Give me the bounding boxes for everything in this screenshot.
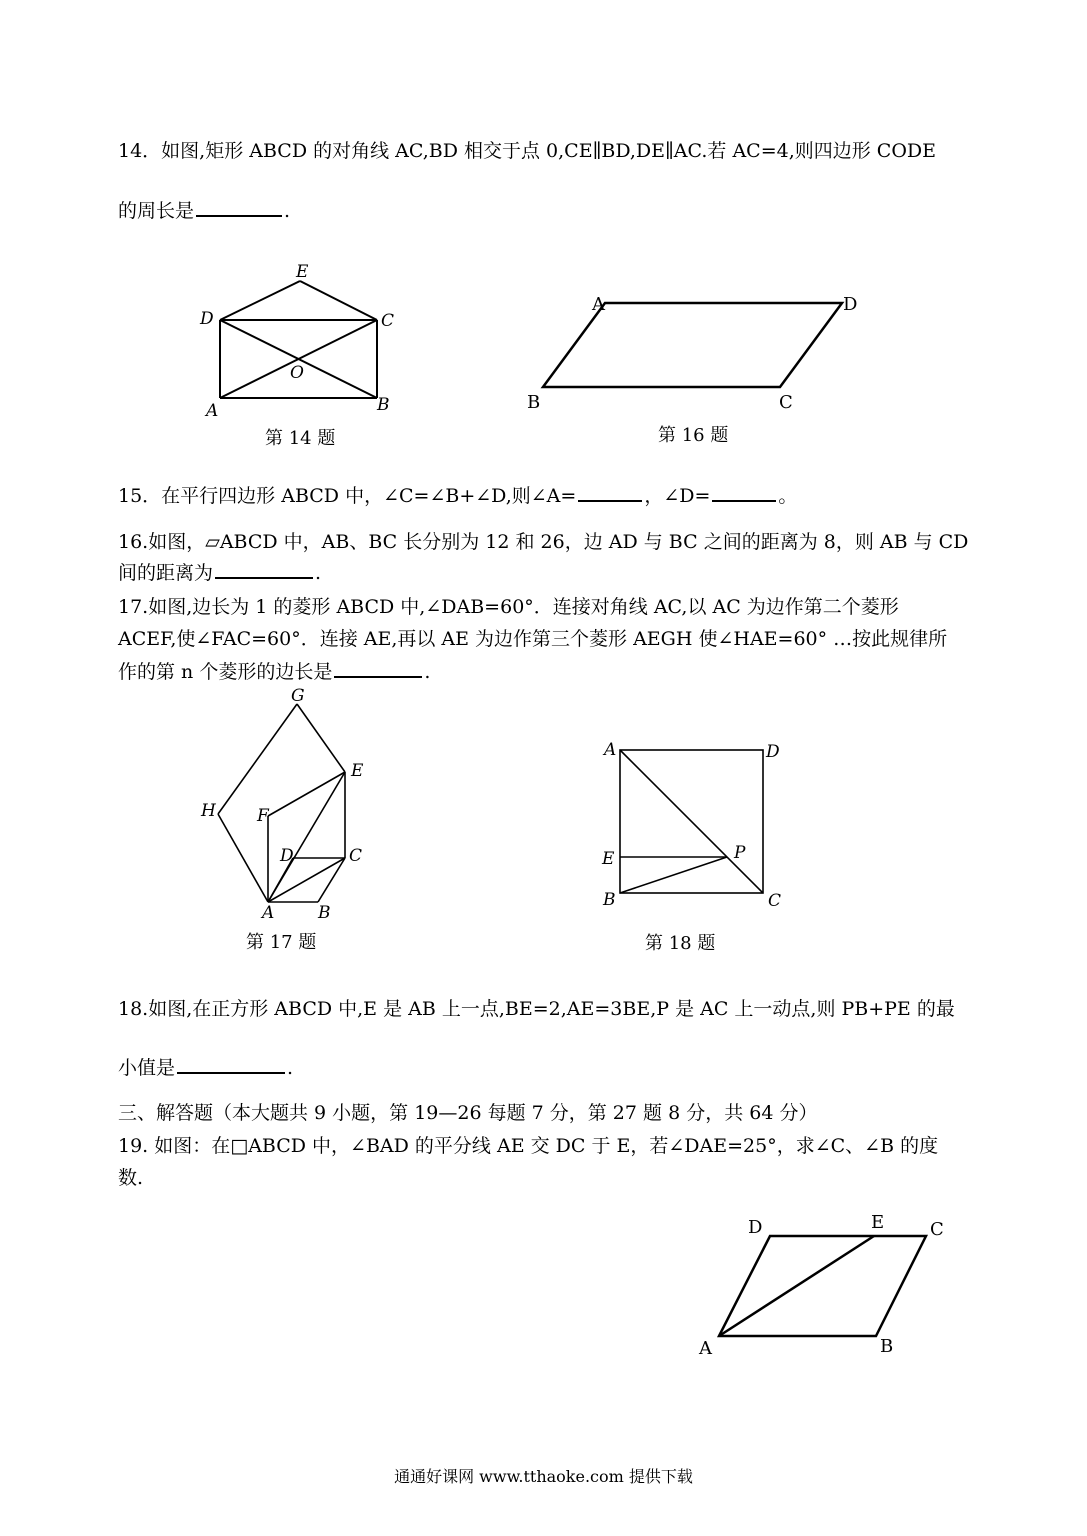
fig19-label-e: E bbox=[871, 1212, 885, 1233]
q16-line2-text: 间的距离为 bbox=[118, 562, 214, 584]
q17-end: . bbox=[424, 661, 431, 683]
fig16-label-d: D bbox=[843, 294, 858, 315]
fig17-label-d: D bbox=[280, 846, 294, 866]
fig19-label-b: B bbox=[880, 1336, 894, 1357]
q14-line2-text: 的周长是 bbox=[118, 200, 195, 222]
q15-line bbox=[118, 481, 797, 508]
section3-heading: 三、解答题（本大题共 9 小题，第 19—26 每题 7 分，第 27 题 8 分，共 64 分） bbox=[118, 1102, 818, 1124]
q19-line1: 19. 如图：在□ABCD 中，∠BAD 的平分线 AE 交 DC 于 E，若∠DAE=25°，求∠C、∠B 的度 bbox=[118, 1135, 939, 1157]
q15-answer-blank-a bbox=[578, 482, 642, 502]
fig14-caption: 第 14 题 bbox=[265, 428, 336, 449]
fig14-label-a: A bbox=[206, 401, 219, 421]
fig18-label-b: B bbox=[603, 890, 616, 910]
q15-answer-blank-d bbox=[712, 482, 776, 502]
fig14-segment-de bbox=[220, 281, 300, 320]
q17-line3 bbox=[118, 657, 430, 684]
q16-end: . bbox=[315, 562, 322, 584]
fig17-label-a: A bbox=[262, 903, 275, 923]
fig17-side-ef bbox=[268, 772, 345, 816]
fig18-label-d: D bbox=[766, 742, 780, 762]
fig14-label-e: E bbox=[296, 262, 309, 282]
fig17-side-bc bbox=[318, 858, 345, 902]
q18-line2-text: 小值是 bbox=[118, 1057, 176, 1079]
q18-line1: 18.如图,在正方形 ABCD 中,E 是 AB 上一点,BE=2,AE=3BE,P 是 AC 上一动点,则 PB+PE 的最 bbox=[118, 998, 955, 1020]
fig16-caption: 第 16 题 bbox=[658, 425, 729, 446]
q17-line1: 17.如图,边长为 1 的菱形 ABCD 中,∠DAB=60°．连接对角线 AC,以 AC 为边作第二个菱形 bbox=[118, 596, 899, 618]
fig17-diagonal-ae bbox=[268, 772, 345, 902]
fig14-label-c: C bbox=[381, 311, 395, 331]
fig16-label-a: A bbox=[592, 294, 605, 315]
q15-part2: ，∠D= bbox=[644, 485, 711, 507]
fig18-label-a: A bbox=[604, 740, 617, 760]
q14-line1: 14．如图,矩形 ABCD 的对角线 AC,BD 相交于点 0,CE∥BD,DE∥AC.若 AC=4,则四边形 CODE bbox=[118, 140, 937, 162]
fig17-side-eg bbox=[297, 704, 345, 772]
fig18-label-c: C bbox=[768, 891, 782, 911]
fig18-caption: 第 18 题 bbox=[645, 933, 716, 954]
q17-line3-text: 作的第 n 个菱形的边长是 bbox=[118, 661, 333, 683]
fig16-label-b: B bbox=[527, 392, 541, 413]
q15-part1: 15．在平行四边形 ABCD 中，∠C=∠B+∠D,则∠A= bbox=[118, 485, 577, 507]
q14-end: . bbox=[284, 200, 291, 222]
fig17-side-gh bbox=[218, 704, 297, 814]
q16-line2 bbox=[118, 558, 321, 585]
fig14-label-b: B bbox=[377, 395, 390, 415]
fig17-label-b: B bbox=[318, 903, 331, 923]
page-footer: 通通好课网 www.tthaoke.com 提供下载 bbox=[394, 1467, 693, 1486]
fig17-label-h: H bbox=[201, 801, 216, 821]
fig17-side-ha bbox=[218, 814, 268, 902]
fig17-label-c: C bbox=[349, 846, 363, 866]
fig19-label-a: A bbox=[699, 1338, 712, 1359]
q19-line2: 数. bbox=[118, 1167, 144, 1189]
fig18-diagonal-ac bbox=[620, 750, 763, 893]
fig18-label-e: E bbox=[602, 849, 615, 869]
fig17-label-g: G bbox=[291, 686, 305, 706]
fig19-segment-ae bbox=[719, 1236, 874, 1336]
q18-end: . bbox=[287, 1057, 294, 1079]
q15-end: 。 bbox=[778, 485, 798, 507]
fig16-label-c: C bbox=[779, 392, 793, 413]
q18-answer-blank bbox=[177, 1054, 285, 1074]
q17-answer-blank bbox=[334, 658, 422, 678]
q16-line1: 16.如图，▱ABCD 中，AB、BC 长分别为 12 和 26，边 AD 与 BC 之间的距离为 8，则 AB 与 CD bbox=[118, 531, 969, 553]
fig18-label-p: P bbox=[734, 843, 746, 863]
fig19-label-c: C bbox=[930, 1219, 944, 1240]
fig17-caption: 第 17 题 bbox=[246, 932, 317, 953]
fig18-segment-bp bbox=[620, 857, 727, 893]
fig19-label-d: D bbox=[748, 1217, 763, 1238]
q18-line2 bbox=[118, 1053, 293, 1080]
fig14-label-o: O bbox=[290, 363, 304, 383]
fig19-parallelogram bbox=[719, 1236, 926, 1336]
q16-answer-blank bbox=[215, 559, 313, 579]
fig14-segment-ce bbox=[300, 281, 377, 320]
q17-line2: ACEF,使∠FAC=60°．连接 AE,再以 AE 为边作第三个菱形 AEGH 使∠HAE=60° …按此规律所 bbox=[118, 628, 948, 650]
fig14-label-d: D bbox=[200, 309, 214, 329]
fig17-label-f: F bbox=[257, 806, 269, 826]
fig16-parallelogram bbox=[543, 303, 842, 387]
fig17-label-e: E bbox=[351, 761, 364, 781]
